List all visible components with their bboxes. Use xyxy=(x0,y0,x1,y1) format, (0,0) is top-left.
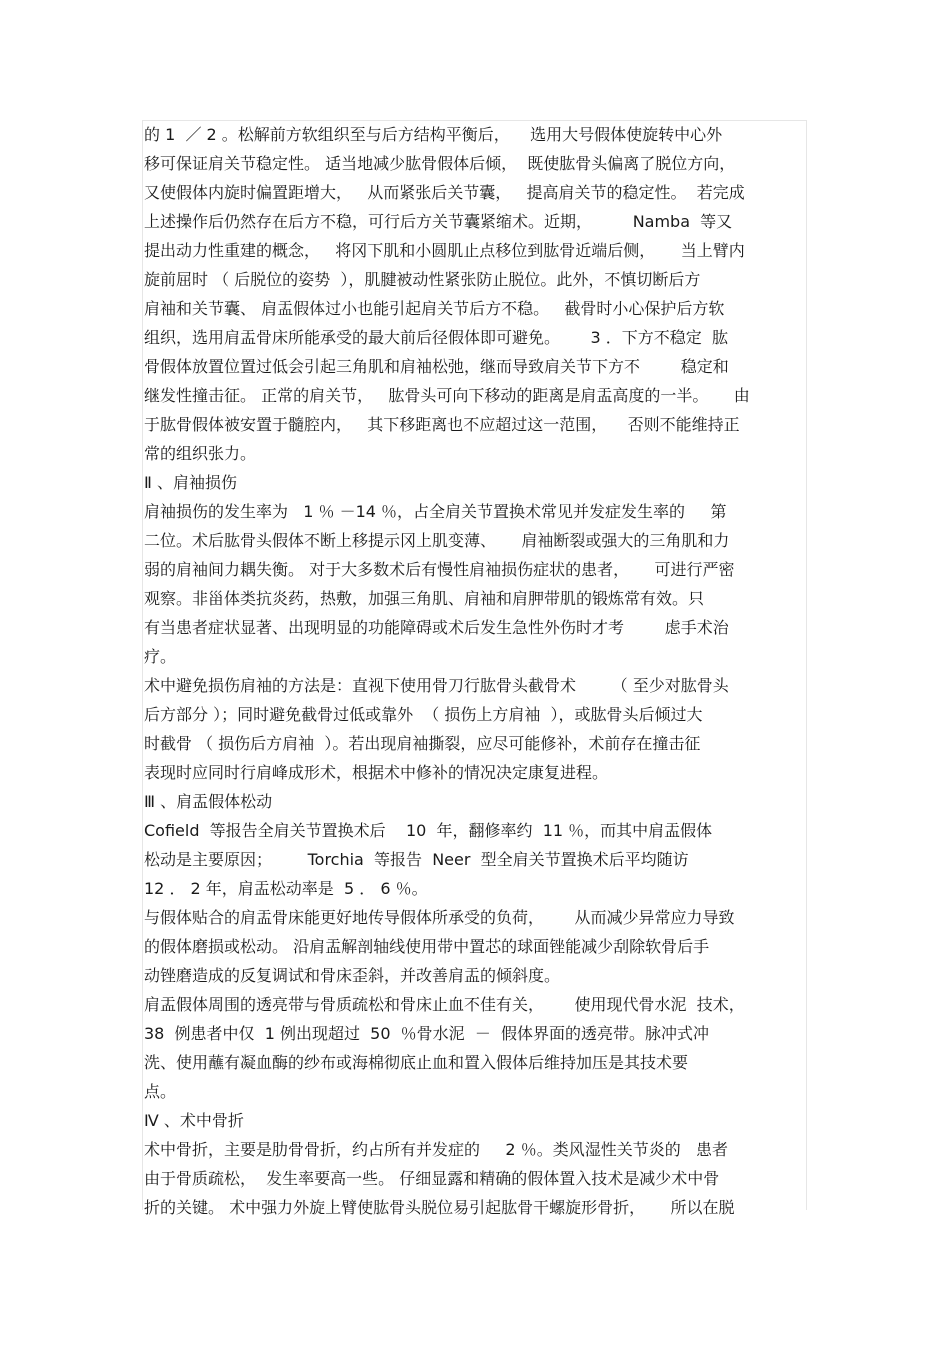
text-line: 移可保证肩关节稳定性。 适当地减少肱骨假体后倾， 既使肱骨头偏离了脱位方向， xyxy=(144,154,736,173)
text-line: 旋前屈时 （ 后脱位的姿势 ），肌腱被动性紧张防止脱位。此外，不慎切断后方 xyxy=(144,270,701,289)
text-line: 的 1 ／ 2 。松解前方软组织至与后方结构平衡后， 选用大号假体使旋转中心外 xyxy=(144,125,723,144)
text-line: Cofield 等报告全肩关节置换术后 10 年，翻修率约 11 ％，而其中肩盂假体 xyxy=(144,821,713,840)
text-line: 表现时应同时行肩峰成形术，根据术中修补的情况决定康复进程。 xyxy=(144,763,609,782)
text-line: 后方部分 ）；同时避免截骨过低或靠外 （ 损伤上方肩袖 ），或肱骨头后倾过大 xyxy=(144,705,703,724)
text-line: 动锉磨造成的反复调试和骨床歪斜，并改善肩盂的倾斜度。 xyxy=(144,966,561,985)
text-line: 术中骨折，主要是肋骨骨折，约占所有并发症的 2 ％。类风湿性关节炎的 患者 xyxy=(144,1140,728,1159)
text-line: 肩盂假体周围的透亮带与骨质疏松和骨床止血不佳有关， 使用现代骨水泥 技术， xyxy=(144,995,745,1014)
text-line: 折的关键。 术中强力外旋上臂使肱骨头脱位易引起肱骨干螺旋形骨折， 所以在脱 xyxy=(144,1198,735,1217)
section-heading: Ⅱ 、肩袖损伤 xyxy=(144,473,237,492)
text-line: 洗、使用蘸有凝血酶的纱布或海棉彻底止血和置入假体后维持加压是其技术要 xyxy=(144,1053,689,1072)
text-line: 肩袖和关节囊、 肩盂假体过小也能引起肩关节后方不稳。 截骨时小心保护后方软 xyxy=(144,299,725,318)
text-line: 38 例患者中仅 1 例出现超过 50 ％骨水泥 － 假体界面的透亮带。脉冲式冲 xyxy=(144,1024,710,1043)
text-line: 骨假体放置位置过低会引起三角肌和肩袖松弛，继而导致肩关节下方不 稳定和 xyxy=(144,357,729,376)
text-line: 术中避免损伤肩袖的方法是：直视下使用骨刀行肱骨头截骨术 （ 至少对肱骨头 xyxy=(144,676,729,695)
document-body xyxy=(144,120,806,1222)
text-line: 12 ． 2 年，肩盂松动率是 5 ． 6 ％。 xyxy=(144,879,428,898)
text-line: 疗。 xyxy=(144,647,177,666)
text-line: 观察。非甾体类抗炎药，热敷，加强三角肌、肩袖和肩胛带肌的锻炼常有效。只 xyxy=(144,589,705,608)
text-line: 继发性撞击征。 正常的肩关节， 肱骨头可向下移动的距离是肩盂高度的一半。 由 xyxy=(144,386,750,405)
text-line: 提出动力性重建的概念， 将冈下肌和小圆肌止点移位到肱骨近端后侧， 当上臂内 xyxy=(144,241,745,260)
text-line: 时截骨 （ 损伤后方肩袖 ）。若出现肩袖撕裂，应尽可能修补，术前存在撞击征 xyxy=(144,734,701,753)
text-line: 有当患者症状显著、出现明显的功能障碍或术后发生急性外伤时才考 虑手术治 xyxy=(144,618,729,637)
text-line: 又使假体内旋时偏置距增大， 从而紧张后关节囊， 提高肩关节的稳定性。 若完成 xyxy=(144,183,745,202)
text-line: 上述操作后仍然存在后方不稳，可行后方关节囊紧缩术。近期， Namba 等又 xyxy=(144,212,733,231)
text-line: 由于骨质疏松， 发生率要高一些。 仔细显露和精确的假体置入技术是减少术中骨 xyxy=(144,1169,720,1188)
text-line: 于肱骨假体被安置于髓腔内， 其下移距离也不应超过这一范围， 否则不能维持正 xyxy=(144,415,740,434)
text-line: 松动是主要原因； Torchia 等报告 Neer 型全肩关节置换术后平均随访 xyxy=(144,850,689,869)
text-line: 二位。术后肱骨头假体不断上移提示冈上肌变薄、 肩袖断裂或强大的三角肌和力 xyxy=(144,531,730,550)
section-heading: Ⅲ 、肩盂假体松动 xyxy=(144,792,273,811)
text-line: 弱的肩袖间力耦失衡。 对于大多数术后有慢性肩袖损伤症状的患者， 可进行严密 xyxy=(144,560,735,579)
text-line: 的假体磨损或松动。 沿肩盂解剖轴线使用带中置芯的球面锉能减少刮除软骨后手 xyxy=(144,937,710,956)
text-line: 点。 xyxy=(144,1082,177,1101)
text-line: 常的组织张力。 xyxy=(144,444,257,463)
text-line: 肩袖损伤的发生率为 1 ％ －14 ％，占全肩关节置换术常见并发症发生率的 第 xyxy=(144,502,727,521)
text-line: 与假体贴合的肩盂骨床能更好地传导假体所承受的负荷， 从而减少异常应力导致 xyxy=(144,908,735,927)
section-heading: Ⅳ 、术中骨折 xyxy=(144,1111,244,1130)
text-line: 组织，选用肩盂骨床所能承受的最大前后径假体即可避免。 3 ．下方不稳定 肱 xyxy=(144,328,728,347)
